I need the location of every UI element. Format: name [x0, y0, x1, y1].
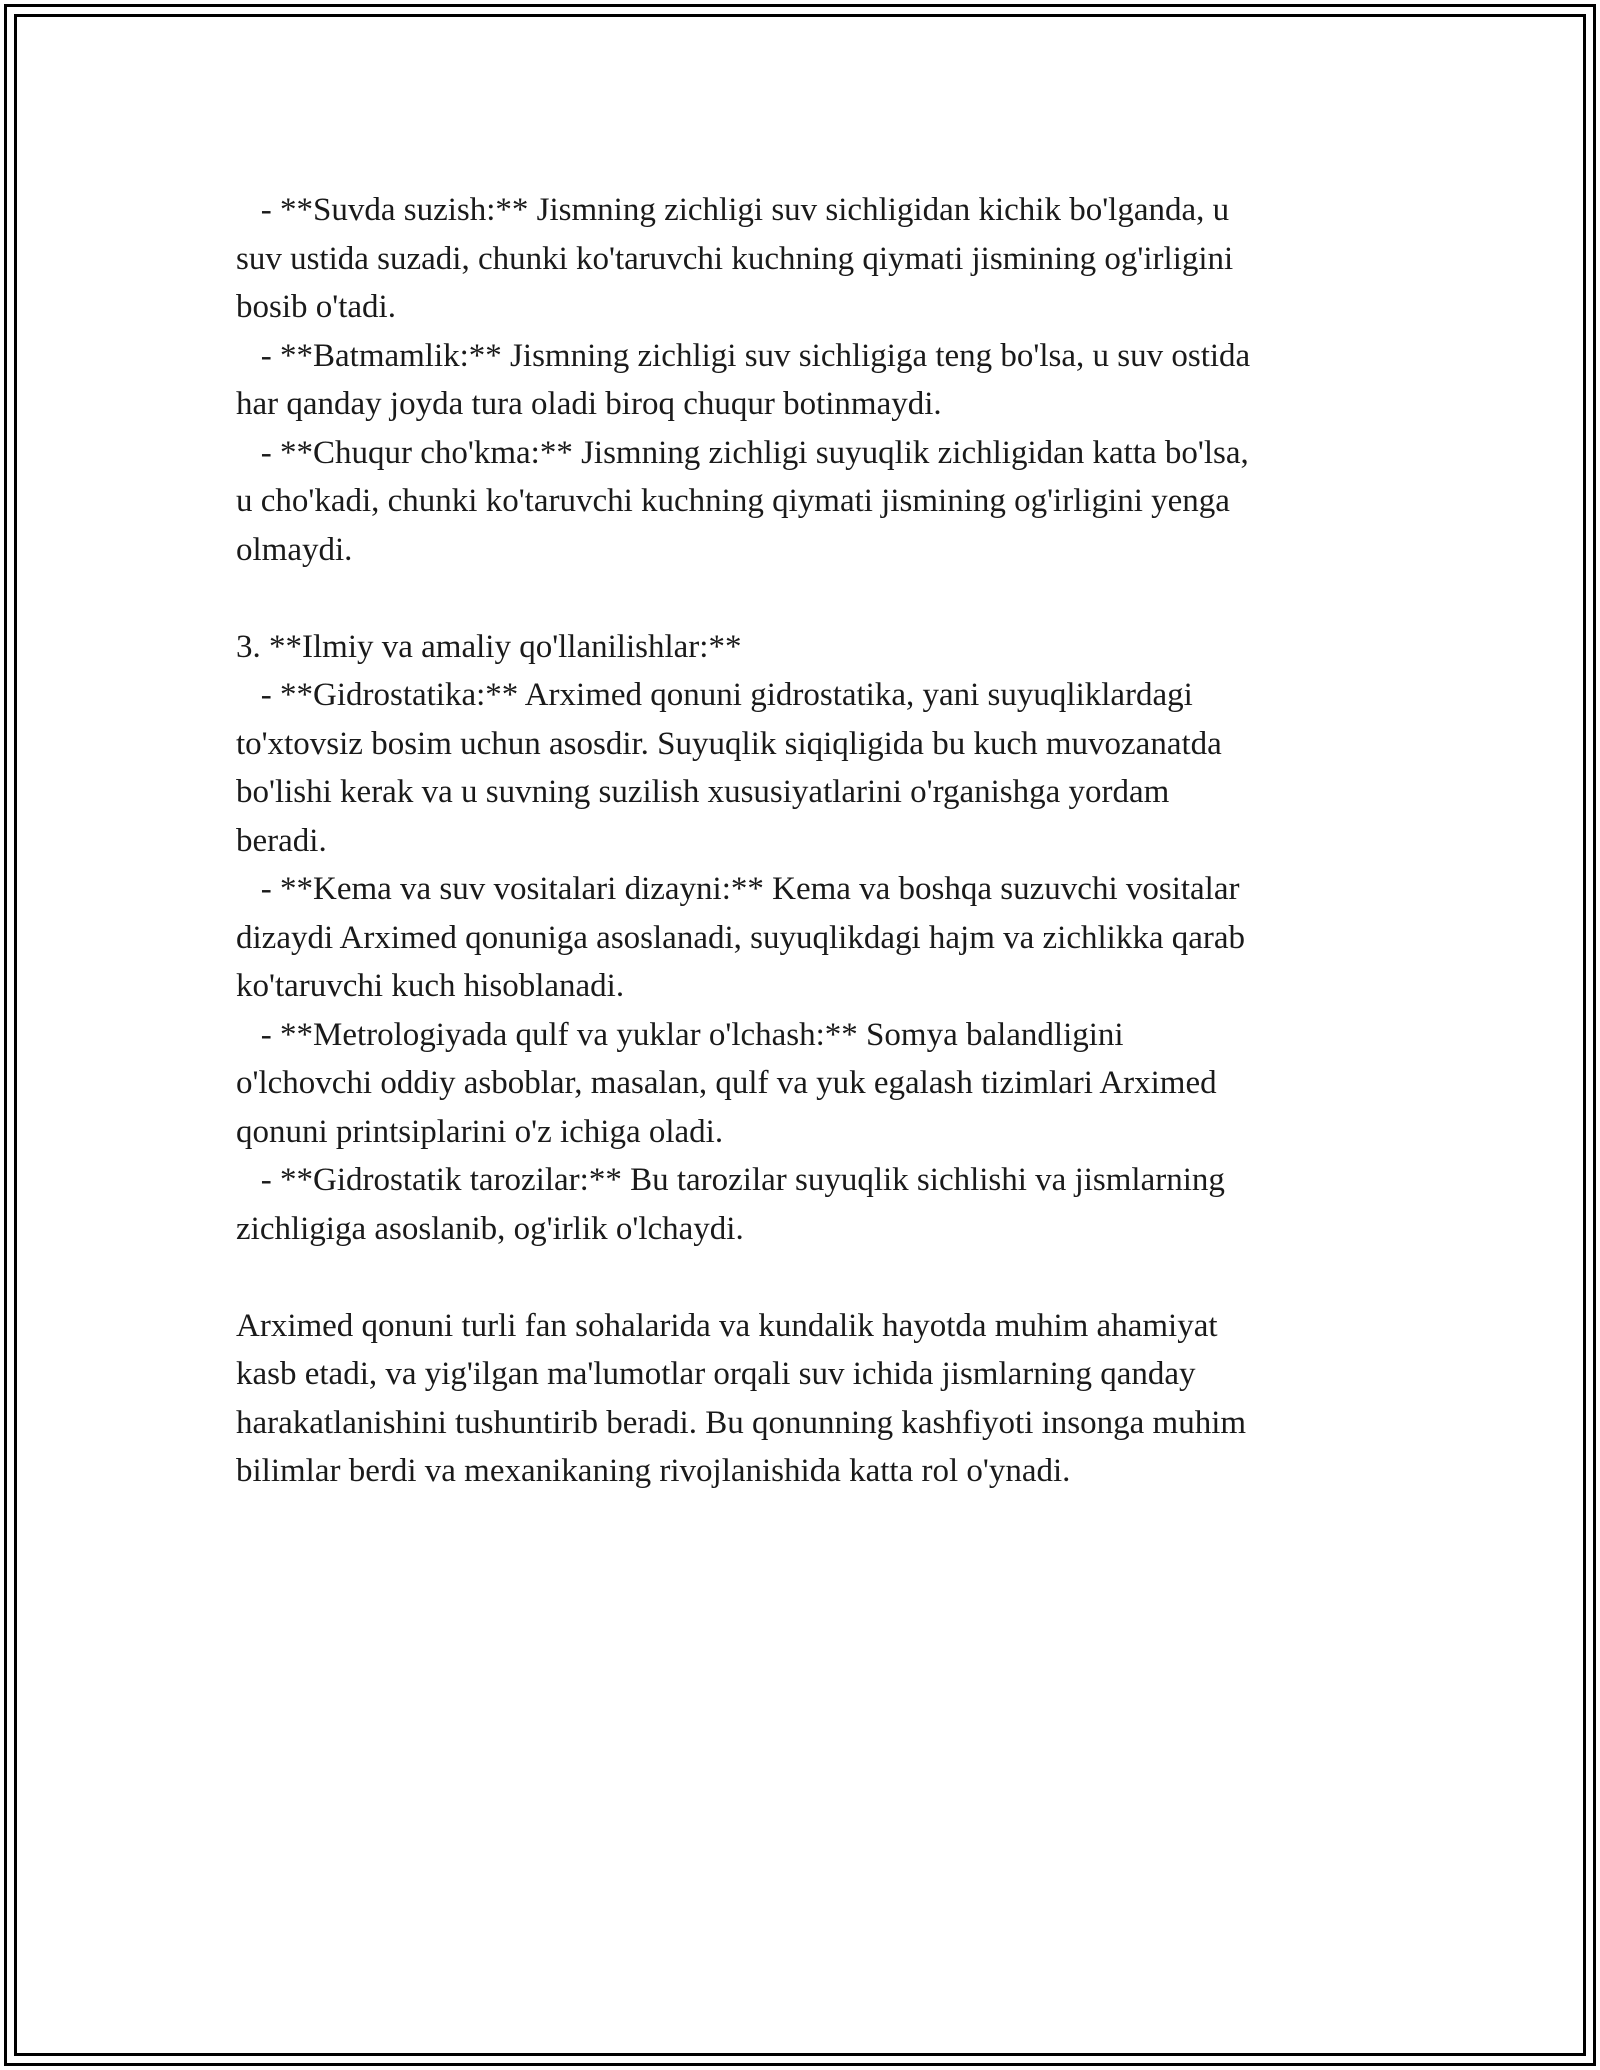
- section-applications: [236, 623, 1366, 1254]
- text-line: - **Gidrostatik tarozilar:** Bu tarozilar suyuqlik sichlishi va jismlarning: [236, 1162, 1225, 1198]
- text-line: harakatlanishini tushuntirib beradi. Bu qonunning kashfiyoti insonga muhim: [236, 1404, 1247, 1441]
- text-line: - **Gidrostatika:** Arximed qonuni gidrostatika, yani suyuqliklardagi: [236, 677, 1193, 713]
- text-line: har qanday joyda tura oladi biroq chuqur botinmaydi.: [236, 386, 942, 422]
- text-line: bosib o'tadi.: [236, 289, 396, 325]
- text-line: ko'taruvchi kuch hisoblanadi.: [236, 968, 625, 1004]
- text-line: - **Chuqur cho'kma:** Jismning zichligi suyuqlik zichligidan katta bo'lsa,: [236, 434, 1249, 471]
- blank-line: [236, 574, 1366, 623]
- text-line: - **Kema va suv vositalari dizayni:** Kema va boshqa suzuvchi vositalar: [236, 871, 1240, 907]
- text-line: - **Batmamlik:** Jismning zichligi suv sichligiga teng bo'lsa, u suv ostida: [236, 337, 1251, 374]
- text-line: dizaydi Arximed qonuniga asoslanadi, suyuqlikdagi hajm va zichlikka qarab: [236, 919, 1245, 956]
- section-conclusion: [236, 1302, 1366, 1496]
- text-line: beradi.: [236, 822, 327, 859]
- section-heading: 3. **Ilmiy va amaliy qo'llanilishlar:**: [236, 628, 742, 665]
- blank-line: [236, 1253, 1366, 1302]
- text-line: kasb etadi, va yig'ilgan ma'lumotlar orqali suv ichida jismlarning qanday: [236, 1356, 1196, 1392]
- text-line: qonuni printsiplarini o'z ichiga oladi.: [236, 1113, 724, 1150]
- text-line: Arximed qonuni turli fan sohalarida va kundalik hayotda muhim ahamiyat: [236, 1307, 1218, 1344]
- section-buoyancy-cases: [236, 186, 1366, 574]
- text-line: o'lchovchi oddiy asboblar, masalan, qulf va yuk egalash tizimlari Arximed: [236, 1065, 1217, 1101]
- text-line: bilimlar berdi va mexanikaning rivojlanishida katta rol o'ynadi.: [236, 1453, 1071, 1489]
- text-line: zichligiga asoslanib, og'irlik o'lchaydi.: [236, 1210, 744, 1247]
- text-line: u cho'kadi, chunki ko'taruvchi kuchning qiymati jismining og'irligini yenga: [236, 483, 1230, 519]
- text-line: bo'lishi kerak va u suvning suzilish xususiyatlarini o'rganishga yordam: [236, 774, 1170, 810]
- text-line: olmaydi.: [236, 531, 353, 568]
- text-line: to'xtovsiz bosim uchun asosdir. Suyuqlik siqiqligida bu kuch muvozanatda: [236, 725, 1222, 762]
- text-line: suv ustida suzadi, chunki ko'taruvchi kuchning qiymati jismining og'irligini: [236, 240, 1234, 277]
- text-line: - **Suvda suzish:** Jismning zichligi suv sichligidan kichik bo'lganda, u: [236, 192, 1230, 228]
- document-body: [236, 186, 1366, 1496]
- text-line: - **Metrologiyada qulf va yuklar o'lchash:** Somya balandligini: [236, 1016, 1124, 1053]
